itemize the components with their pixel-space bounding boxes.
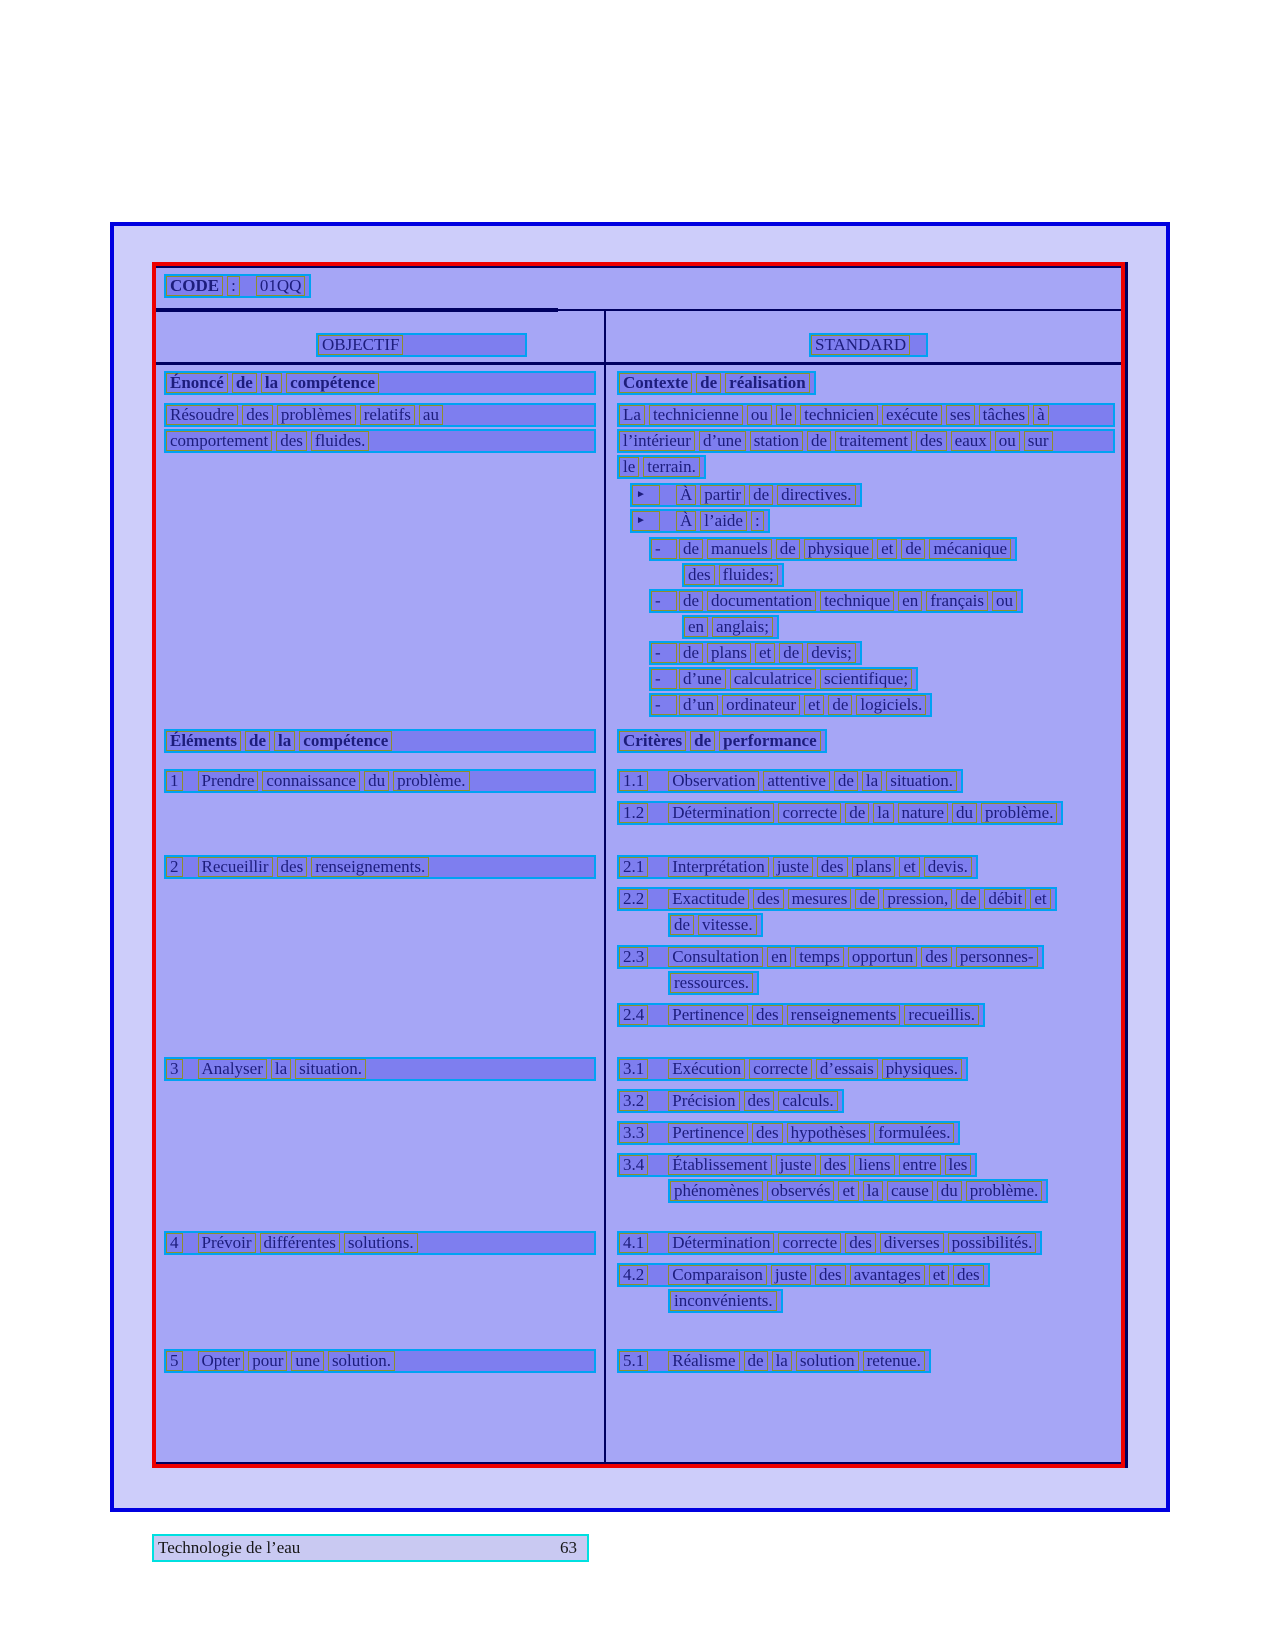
text-line: comportement des fluides. — [164, 429, 596, 453]
criteria-cell — [604, 855, 1121, 1029]
text-line: l’intérieur d’une station de traitement des eaux ou sur — [617, 429, 1115, 453]
critere-number: 2.2 — [619, 889, 648, 909]
critere-number: 3.2 — [619, 1091, 648, 1111]
element-text: Recueillir des renseignements. — [198, 857, 434, 877]
critere-number: 4.2 — [619, 1265, 648, 1285]
critere-number: 2.1 — [619, 857, 648, 877]
sub-item-line — [649, 537, 1017, 561]
critere-line — [617, 769, 963, 793]
critere-number: 3.4 — [619, 1155, 648, 1175]
table-body — [156, 311, 1121, 1464]
table-row — [156, 1231, 1121, 1315]
element-cell — [156, 1057, 604, 1205]
critere-number: 2.4 — [619, 1005, 648, 1025]
element-number: 3 — [166, 1059, 183, 1079]
element-text: Analyser la situation. — [198, 1059, 370, 1079]
sub-item-line — [649, 693, 932, 717]
elements-title-cell — [156, 729, 604, 755]
objectif-header-line — [316, 333, 527, 357]
table-row — [156, 1057, 1121, 1205]
critere-line — [617, 855, 978, 879]
sub-item-continuation: en anglais; — [682, 615, 779, 639]
sub-item-text: de documentation technique en français ou — [679, 591, 1021, 611]
footer-page-number: 63 — [560, 1538, 577, 1557]
bullet-text: À l’aide : — [676, 511, 768, 531]
critere-number: 1.1 — [619, 771, 648, 791]
critere-line — [617, 1349, 931, 1373]
critere-text: Précision des calculs. — [668, 1091, 841, 1111]
critere-line — [617, 1089, 844, 1113]
criteria-cell — [604, 1231, 1121, 1315]
critere-continuation: phénomènes observés et la cause du problème. — [668, 1179, 1048, 1203]
dash-icon: - — [651, 591, 677, 611]
bullet-icon: ► — [632, 485, 660, 505]
contexte-cell — [604, 371, 1121, 719]
enonce-title-line: Énoncé de la compétence — [164, 371, 596, 395]
dash-icon: - — [651, 643, 677, 663]
sub-item-line — [649, 589, 1023, 613]
critere-continuation: inconvénients. — [668, 1289, 783, 1313]
critere-text: Détermination correcte des diverses possibilités. — [668, 1233, 1040, 1253]
objectif-header-cell — [156, 333, 604, 359]
bullet-icon: ► — [632, 511, 660, 531]
standard-header-cell — [604, 333, 1121, 359]
critere-line — [617, 1057, 968, 1081]
footer-title: Technologie de l’eau — [158, 1538, 301, 1557]
text-line: le terrain. — [617, 455, 706, 479]
element-number: 1 — [166, 771, 183, 791]
critere-text: Consultation en temps opportun des personnes- — [668, 947, 1041, 967]
element-cell — [156, 1349, 604, 1375]
critere-text: Comparaison juste des avantages et des — [668, 1265, 987, 1285]
code-label: CODE — [166, 276, 223, 296]
element-text: Opter pour une solution. — [198, 1351, 399, 1371]
objectif-header-label: OBJECTIF — [318, 335, 403, 355]
critere-text: Pertinence des hypothèses formulées. — [668, 1123, 958, 1143]
criteres-title-line: Critères de performance — [617, 729, 827, 753]
element-number: 2 — [166, 857, 183, 877]
critere-number: 4.1 — [619, 1233, 648, 1253]
critere-line — [617, 945, 1044, 969]
critere-number: 5.1 — [619, 1351, 648, 1371]
bullet-line — [630, 483, 862, 507]
standard-header-line — [809, 333, 928, 357]
element-line — [164, 1057, 596, 1081]
table-row — [156, 855, 1121, 1029]
table-row — [156, 729, 1121, 755]
critere-line — [617, 1121, 960, 1145]
element-number: 5 — [166, 1351, 183, 1371]
critere-text: Pertinence des renseignements recueillis. — [668, 1005, 983, 1025]
contexte-title-line: Contexte de réalisation — [617, 371, 816, 395]
code-row — [156, 266, 1121, 300]
dash-icon: - — [651, 695, 677, 715]
dash-icon: - — [651, 539, 677, 559]
critere-text: Détermination correcte de la nature du problème. — [668, 803, 1061, 823]
sub-item-continuation: des fluides; — [682, 563, 784, 587]
enonce-cell — [156, 371, 604, 719]
sub-item-text: d’un ordinateur et de logiciels. — [679, 695, 930, 715]
critere-number: 2.3 — [619, 947, 648, 967]
critere-line — [617, 1153, 977, 1177]
element-line — [164, 1231, 596, 1255]
element-text: Prendre connaissance du problème. — [198, 771, 474, 791]
table-row — [156, 769, 1121, 827]
table-row — [156, 1349, 1121, 1375]
critere-line — [617, 801, 1063, 825]
element-line — [164, 1349, 596, 1373]
criteria-cell — [604, 1057, 1121, 1205]
table-row — [156, 371, 1121, 719]
dash-icon: - — [651, 669, 677, 689]
column-header-row — [156, 311, 1121, 362]
criteres-title-cell — [604, 729, 1121, 755]
page-frame — [110, 222, 1170, 1512]
page-footer — [152, 1534, 589, 1562]
element-text: Prévoir différentes solutions. — [198, 1233, 422, 1253]
sub-item-text: de manuels de physique et de mécanique — [679, 539, 1015, 559]
bullet-text: À partir de directives. — [676, 485, 860, 505]
code-value: 01QQ — [256, 276, 306, 296]
critere-text: Établissement juste des liens entre les — [668, 1155, 975, 1175]
critere-continuation: de vitesse. — [668, 913, 763, 937]
sub-item-line — [649, 667, 918, 691]
critere-number: 3.1 — [619, 1059, 648, 1079]
bullet-line — [630, 509, 770, 533]
critere-continuation: ressources. — [668, 971, 759, 995]
critere-text: Exactitude des mesures de pression, de débit et — [668, 889, 1054, 909]
element-cell — [156, 769, 604, 827]
element-number: 4 — [166, 1233, 183, 1253]
critere-text: Interprétation juste des plans et devis. — [668, 857, 976, 877]
competency-table-frame — [152, 262, 1125, 1468]
critere-text: Exécution correcte d’essais physiques. — [668, 1059, 966, 1079]
text-line: La technicienne ou le technicien exécute ses tâches à — [617, 403, 1115, 427]
element-line — [164, 855, 596, 879]
code-line — [164, 274, 311, 298]
critere-line — [617, 1231, 1042, 1255]
element-line — [164, 769, 596, 793]
criteria-cell — [604, 1349, 1121, 1375]
sub-item-text: de plans et de devis; — [679, 643, 860, 663]
column-divider — [604, 311, 606, 1464]
critere-text: Observation attentive de la situation. — [668, 771, 961, 791]
critere-line — [617, 1003, 985, 1027]
critere-line — [617, 1263, 990, 1287]
code-colon: : — [227, 276, 240, 296]
sub-item-text: d’une calculatrice scientifique; — [679, 669, 916, 689]
text-line: Résoudre des problèmes relatifs au — [164, 403, 596, 427]
element-cell — [156, 855, 604, 1029]
elements-title-line: Éléments de la compétence — [164, 729, 596, 753]
table-content — [156, 365, 1121, 1464]
criteria-cell — [604, 769, 1121, 827]
critere-number: 3.3 — [619, 1123, 648, 1143]
critere-text: Réalisme de la solution retenue. — [668, 1351, 929, 1371]
critere-line — [617, 887, 1057, 911]
element-cell — [156, 1231, 604, 1315]
critere-number: 1.2 — [619, 803, 648, 823]
standard-header-label: STANDARD — [811, 335, 910, 355]
sub-item-line — [649, 641, 862, 665]
